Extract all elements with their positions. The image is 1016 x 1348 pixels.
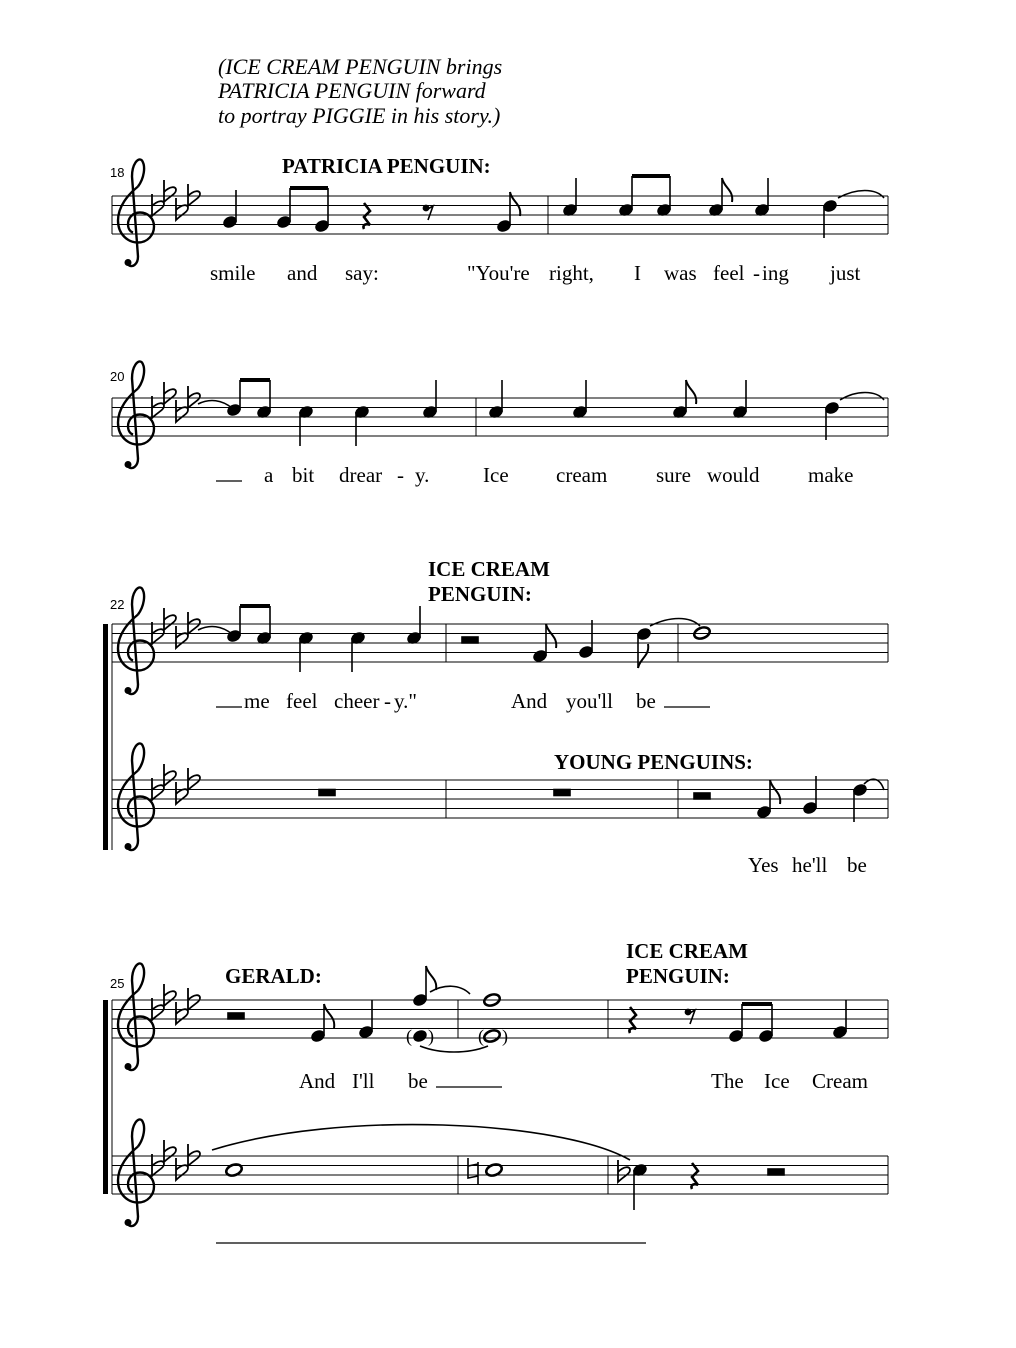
stage-direction bbox=[217, 54, 502, 128]
key-signature bbox=[152, 1140, 200, 1180]
lyrics bbox=[299, 1069, 868, 1093]
key-signature bbox=[152, 180, 200, 220]
role-label: ICE CREAM bbox=[428, 557, 550, 581]
key-signature bbox=[152, 608, 200, 648]
system-bracket bbox=[103, 624, 108, 850]
lyric-syllable: be bbox=[847, 853, 867, 877]
lyrics bbox=[216, 689, 710, 713]
role-label: PENGUIN: bbox=[626, 964, 730, 988]
measure-number: 25 bbox=[110, 976, 125, 991]
lyric-syllable: cheer bbox=[334, 689, 380, 713]
stage-direction-line: to portray PIGGIE in his story.) bbox=[218, 103, 501, 128]
lyric-syllable: y." bbox=[394, 689, 417, 713]
role-label: PENGUIN: bbox=[428, 582, 532, 606]
svg-text:(: ( bbox=[406, 1026, 412, 1046]
lyric-syllable: Yes bbox=[748, 853, 779, 877]
svg-text:): ) bbox=[502, 1026, 508, 1046]
lyric-syllable: And bbox=[299, 1069, 336, 1093]
lyric-syllable: feel bbox=[286, 689, 318, 713]
treble-clef-icon bbox=[118, 1119, 154, 1226]
lyric-hyphen: - bbox=[384, 689, 391, 713]
lyrics bbox=[216, 463, 853, 487]
stage-direction-line: (ICE CREAM PENGUIN brings bbox=[218, 54, 503, 79]
lyric-syllable: a bbox=[264, 463, 274, 487]
role-label: ICE CREAM bbox=[626, 939, 748, 963]
measure-number: 22 bbox=[110, 597, 125, 612]
measure-number: 20 bbox=[110, 369, 125, 384]
lyrics bbox=[748, 853, 867, 877]
lyric-syllable: I bbox=[634, 261, 641, 285]
lyric-syllable: Ice bbox=[764, 1069, 790, 1093]
lyric-syllable: feel bbox=[713, 261, 745, 285]
lyric-syllable: just bbox=[830, 261, 861, 285]
lyric-syllable: I'll bbox=[352, 1069, 375, 1093]
lyric-hyphen: - bbox=[753, 261, 760, 285]
lyric-syllable: be bbox=[636, 689, 656, 713]
lyric-syllable: And bbox=[511, 689, 548, 713]
key-signature bbox=[152, 984, 200, 1024]
role-label: YOUNG PENGUINS: bbox=[554, 750, 753, 774]
lyric-syllable: The bbox=[711, 1069, 744, 1093]
measure-number: 18 bbox=[110, 165, 125, 180]
key-signature bbox=[152, 764, 200, 804]
system-bracket bbox=[103, 1000, 108, 1194]
notes bbox=[212, 1125, 784, 1210]
lyric-syllable: you'll bbox=[566, 689, 613, 713]
lyric-syllable: Cream bbox=[812, 1069, 868, 1093]
lyric-syllable: sure bbox=[656, 463, 691, 487]
lyric-syllable: was bbox=[664, 261, 697, 285]
lyric-syllable: would bbox=[707, 463, 760, 487]
lyric-syllable: say: bbox=[345, 261, 379, 285]
lyric-syllable: "You're bbox=[467, 261, 530, 285]
key-signature bbox=[152, 382, 200, 422]
system-2 bbox=[110, 361, 888, 487]
lyric-syllable: right, bbox=[549, 261, 594, 285]
lyric-syllable: cream bbox=[556, 463, 608, 487]
svg-text:(: ( bbox=[478, 1026, 484, 1046]
lyric-syllable: and bbox=[287, 261, 318, 285]
lyric-syllable: make bbox=[808, 463, 854, 487]
lyrics bbox=[210, 261, 861, 285]
lyric-syllable: y. bbox=[415, 463, 430, 487]
lyric-syllable: Ice bbox=[483, 463, 509, 487]
svg-text:): ) bbox=[428, 1026, 434, 1046]
lyric-syllable: he'll bbox=[792, 853, 828, 877]
role-label: GERALD: bbox=[225, 964, 322, 988]
lyric-syllable: be bbox=[408, 1069, 428, 1093]
staff bbox=[112, 624, 888, 850]
lyric-syllable: drear bbox=[339, 463, 383, 487]
treble-clef-icon bbox=[118, 743, 154, 850]
stage-direction-line: PATRICIA PENGUIN forward bbox=[218, 78, 486, 103]
staff bbox=[112, 398, 888, 436]
lyric-syllable: ing bbox=[762, 261, 789, 285]
role-label: PATRICIA PENGUIN: bbox=[282, 154, 491, 178]
lyric-syllable: me bbox=[244, 689, 270, 713]
system-3 bbox=[103, 557, 888, 877]
lyric-hyphen: - bbox=[397, 463, 404, 487]
lyric-syllable: bit bbox=[292, 463, 315, 487]
lyric-syllable: smile bbox=[210, 261, 256, 285]
system-1 bbox=[110, 154, 888, 285]
system-4 bbox=[103, 939, 888, 1243]
